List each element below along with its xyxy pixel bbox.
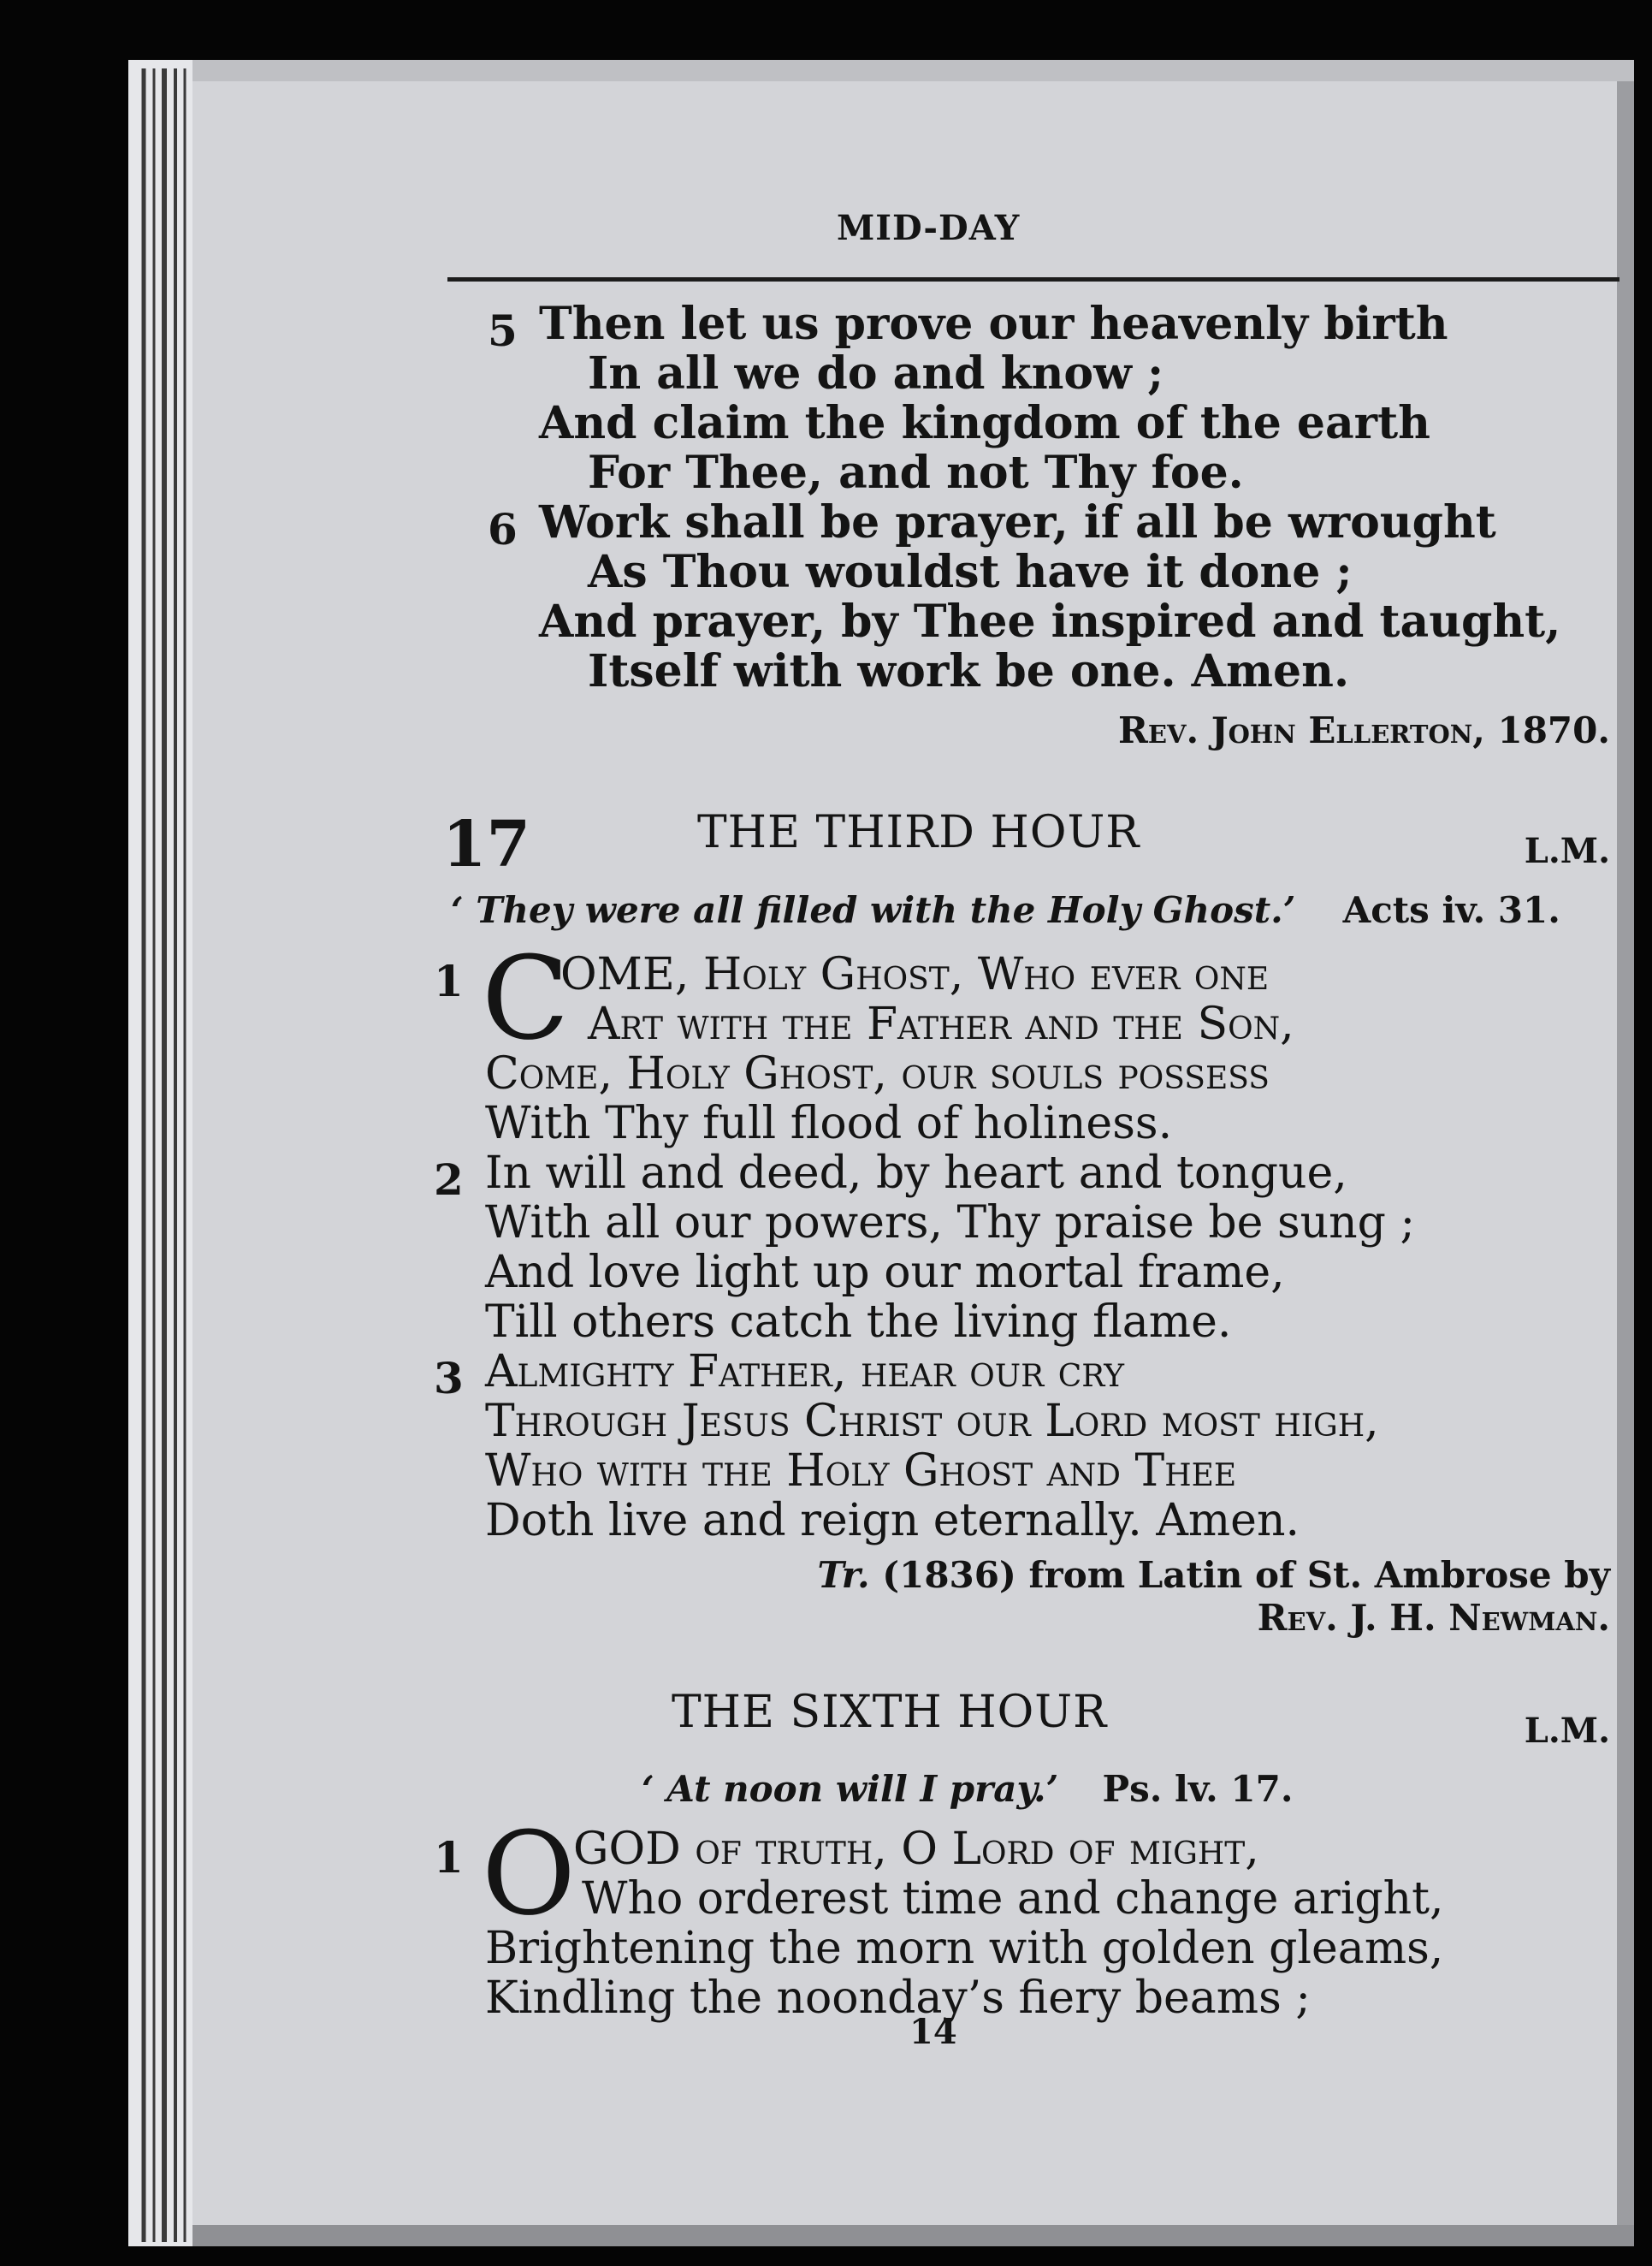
header-rule xyxy=(447,277,1619,282)
verse-line: In all we do and know ; xyxy=(588,347,1164,400)
verse-line: Art with the Father and the Son, xyxy=(588,999,1294,1050)
verse-line: And claim the kingdom of the earth xyxy=(539,397,1430,449)
verse-number: 1 xyxy=(434,956,464,1006)
verse-line: OME, Holy Ghost, Who ever one xyxy=(560,949,1270,1000)
verse-line: Who with the Holy Ghost and Thee xyxy=(485,1445,1237,1497)
epigraph-quote: ‘ At noon will I pray.’ xyxy=(642,1768,1059,1810)
verse-line: Work shall be prayer, if all be wrought xyxy=(539,496,1496,549)
verse-number: 5 xyxy=(488,305,518,356)
verse-number: 1 xyxy=(434,1832,464,1883)
verse-line: Come, Holy Ghost, our souls possess xyxy=(485,1048,1270,1100)
verse-line: For Thee, and not Thy foe. xyxy=(588,447,1244,499)
attribution-tr: Tr. xyxy=(817,1554,870,1596)
section-title: THE SIXTH HOUR xyxy=(672,1687,1108,1738)
verse-number: 2 xyxy=(434,1154,464,1205)
verse-line: Kindling the noonday’s fiery beams ; xyxy=(485,1972,1311,2024)
drop-cap: C xyxy=(482,932,570,1065)
verse-line: As Thou wouldst have it done ; xyxy=(588,546,1353,598)
verse-line: Who orderest time and change aright, xyxy=(582,1873,1444,1925)
hymn-meter: L.M. xyxy=(1524,1711,1610,1751)
verse-line: And love light up our mortal frame, xyxy=(485,1247,1285,1298)
verse-line: Itself with work be one. Amen. xyxy=(588,645,1350,697)
verse-line: In will and deed, by heart and tongue, xyxy=(485,1148,1347,1199)
hymn-meter: L.M. xyxy=(1524,831,1610,871)
drop-cap: O xyxy=(482,1807,576,1941)
hymn-title: THE THIRD HOUR xyxy=(697,807,1140,858)
hymn-number: 17 xyxy=(442,808,530,881)
verse-line: Through Jesus Christ our Lord most high, xyxy=(485,1396,1379,1447)
epigraph-reference: Ps. lv. 17. xyxy=(1102,1768,1294,1810)
epigraph-reference: Acts iv. 31. xyxy=(1342,889,1560,931)
verse-line: Almighty Father, hear our cry xyxy=(485,1346,1125,1397)
verse-line: GOD of truth, O Lord of might, xyxy=(573,1824,1259,1875)
verse-number: 6 xyxy=(488,504,518,555)
running-head: MID-DAY xyxy=(837,208,1021,248)
epigraph-quote: ‘ They were all filled with the Holy Ghost.’ xyxy=(451,889,1296,931)
hymn-epigraph xyxy=(642,1768,1294,1810)
attribution-source: (1836) from Latin of St. Ambrose by xyxy=(869,1554,1610,1596)
verse-line: And prayer, by Thee inspired and taught, xyxy=(539,596,1561,648)
verse-line: With Thy full flood of holiness. xyxy=(485,1098,1173,1149)
translator-name: Rev. J. H. Newman. xyxy=(1257,1597,1610,1639)
translator-attribution xyxy=(817,1554,1610,1596)
verse-line: Then let us prove our heavenly birth xyxy=(539,298,1448,350)
verse-line: Doth live and reign eternally. Amen. xyxy=(485,1495,1300,1546)
verse-line: Brightening the morn with golden gleams, xyxy=(485,1923,1444,1974)
author-attribution: Rev. John Ellerton, 1870. xyxy=(1117,709,1610,751)
verse-line: Till others catch the living flame. xyxy=(485,1296,1232,1348)
book-page xyxy=(192,81,1617,2225)
hymn-epigraph xyxy=(451,889,1560,931)
page-number: 14 xyxy=(909,2012,957,2052)
verse-line: With all our powers, Thy praise be sung ; xyxy=(485,1197,1415,1249)
verse-number: 3 xyxy=(434,1353,464,1403)
